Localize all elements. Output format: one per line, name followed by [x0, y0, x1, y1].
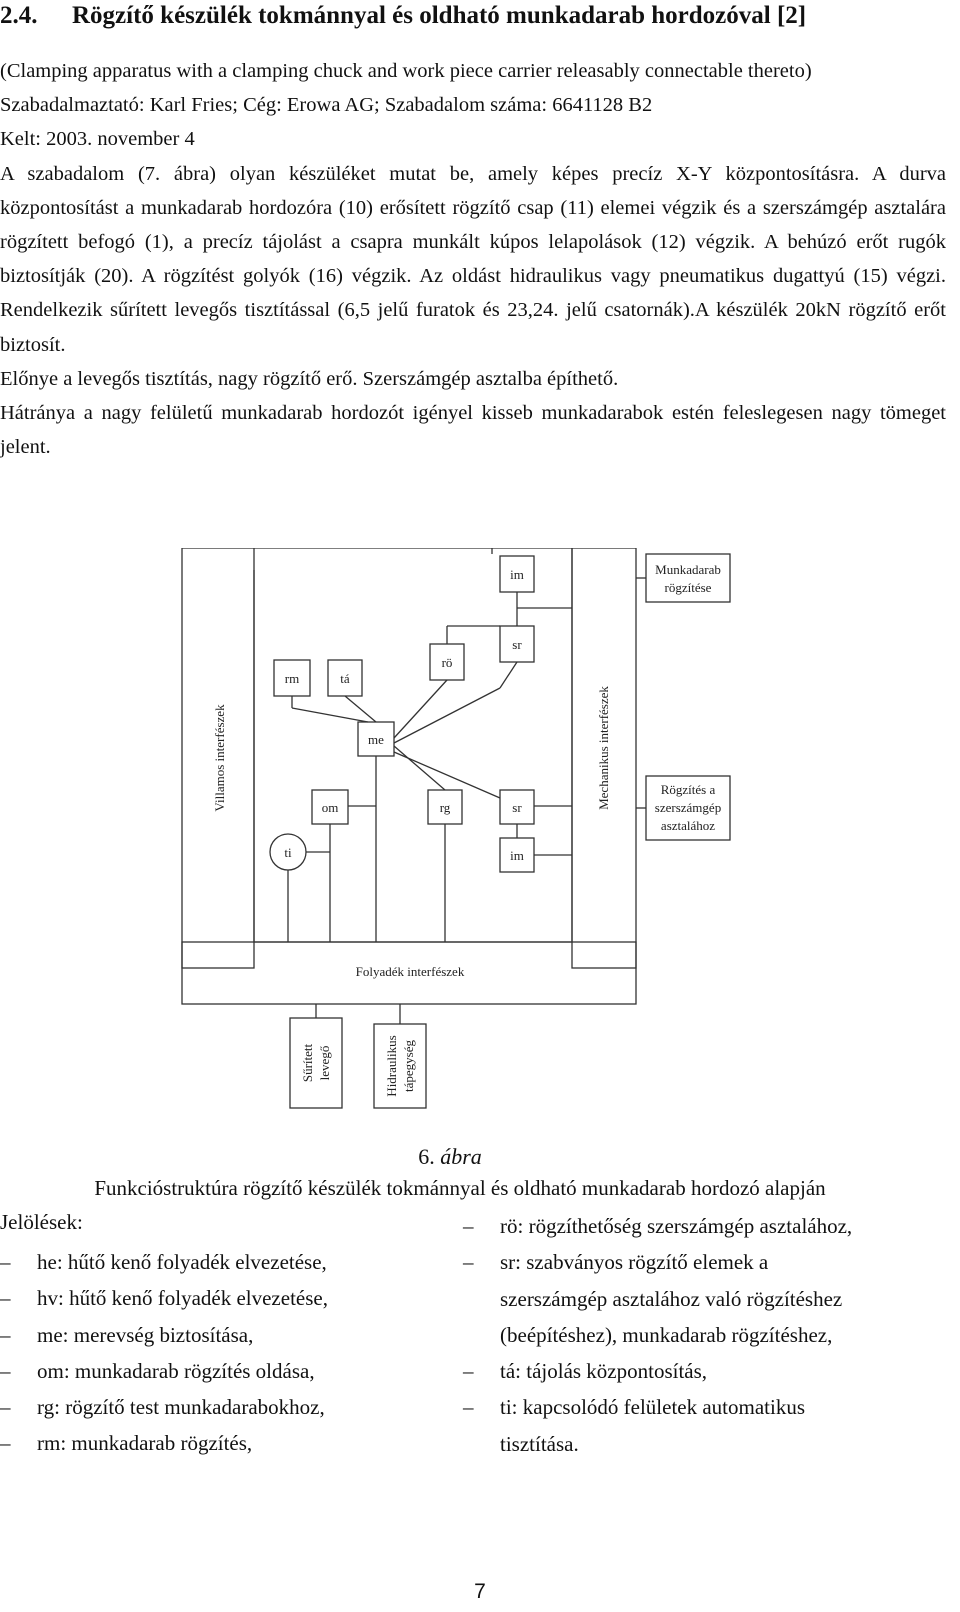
compressed-air-line2: levegő: [317, 1045, 332, 1081]
legend-dash: –: [0, 1250, 11, 1274]
node-sr-bottom-label: sr: [512, 800, 522, 815]
callout-workpiece-line1: Munkadarab: [655, 562, 721, 577]
hydraulic-line2: tápegység: [401, 1040, 416, 1092]
legend-item: – rm: munkadarab rögzítés,: [0, 1425, 440, 1461]
figure-caption: Funkcióstruktúra rögzítő készülék tokmánnyal és oldható munkadarab hordozó alapján: [94, 1176, 826, 1200]
section-heading: [0, 2, 950, 30]
node-rg-label: rg: [439, 800, 451, 815]
legend-item-text: (beépítéshez), munkadarab rögzítéshez,: [500, 1322, 833, 1347]
hydraulic-unit-box: [374, 1024, 426, 1108]
figure-number-value: 6.: [418, 1144, 435, 1169]
node-ti-label: ti: [284, 845, 292, 860]
node-im-top-label: im: [510, 567, 524, 582]
legend-item: [463, 1317, 943, 1353]
legend-dash: –: [0, 1322, 11, 1347]
legend-item-text: tá: tájolás központosítás,: [500, 1359, 708, 1384]
legend-dash: –: [463, 1250, 474, 1275]
legend-item: [463, 1281, 943, 1317]
legend-left-column: [0, 1244, 440, 1462]
legend-title: Jelölések:: [0, 1210, 83, 1234]
mechanical-interface-label: Mechanikus interfészek: [596, 686, 611, 810]
legend-item-text: rö: rögzíthetőség szerszámgép asztalához,: [500, 1214, 853, 1238]
legend-item: [463, 1389, 943, 1425]
callout-table-line2: szerszámgép: [654, 800, 722, 815]
legend-dash: –: [0, 1395, 11, 1420]
legend-dash: –: [463, 1214, 474, 1238]
english-title: (Clamping apparatus with a clamping chuck and work piece carrier releasably connectable thereto): [0, 60, 812, 82]
figure-number-word: ábra: [440, 1144, 482, 1169]
patent-holder: Szabadalmaztató: Karl Fries; Cég: Erowa AG; Szabadalom száma: 6641128 B2: [0, 94, 653, 117]
disadvantages: Hátránya a nagy felületű munkadarab hordozót igényel kisseb munkadarabok estén feleslegesen nagy tömeget jelent.: [0, 402, 946, 459]
legend-dash: –: [0, 1286, 11, 1311]
section-title: Rögzítő készülék tokmánnyal és oldható munkadarab hordozóval [2]: [72, 2, 807, 29]
page-number: 7: [474, 1580, 486, 1603]
legend-item-text: sr: szabványos rögzítő elemek a: [500, 1250, 769, 1275]
node-ta-label: tá: [340, 671, 350, 686]
legend-item: [463, 1353, 943, 1389]
callout-table-line1: Rögzítés a: [660, 782, 716, 797]
section-number: 2.4.: [0, 2, 38, 29]
fluid-interface-label: Folyadék interfészek: [355, 964, 465, 979]
legend-item: – me: merevség biztosítása,: [0, 1317, 440, 1353]
callout-table-line3: asztalához: [660, 818, 716, 833]
node-sr-top-label: sr: [512, 637, 522, 652]
legend-item: [463, 1208, 943, 1244]
legend-item-text: tisztítása.: [500, 1431, 579, 1456]
patent-date: Kelt: 2003. november 4: [0, 128, 195, 151]
figure-number: [0, 1144, 900, 1170]
advantages: Előnye a levegős tisztítás, nagy rögzítő erő. Szerszámgép asztalba építhető.: [0, 367, 619, 390]
legend-item: – om: munkadarab rögzítés oldása,: [0, 1353, 440, 1389]
node-ro-label: rö: [441, 655, 453, 670]
node-rm-label: rm: [284, 671, 300, 686]
legend-dash: –: [0, 1431, 11, 1456]
legend-item: – he: hűtő kenő folyadék elvezetése,: [0, 1244, 440, 1280]
legend-item-text: szerszámgép asztalához való rögzítéshez: [500, 1286, 843, 1311]
compressed-air-line1: Sűrített: [300, 1043, 315, 1083]
body-text: [0, 54, 946, 464]
legend-dash: –: [463, 1359, 474, 1384]
legend-dash: –: [463, 1395, 474, 1420]
node-om-label: om: [321, 800, 339, 815]
compressed-air-box: [290, 1018, 342, 1108]
legend-item: – rg: rögzítő test munkadarabokhoz,: [0, 1389, 440, 1425]
legend-dash: –: [0, 1358, 11, 1383]
legend-item: [463, 1426, 943, 1462]
electrical-interface-label: Villamos interfészek: [212, 704, 227, 812]
legend-right-column: [463, 1208, 943, 1462]
node-me-label: me: [368, 732, 384, 747]
legend-item-text: ti: kapcsolódó felületek automatikus: [500, 1395, 806, 1420]
patent-description: A szabadalom (7. ábra) olyan készüléket mutat be, amely képes precíz X-Y központosításra. A durva központosítást a munkadarab hordozóra (10) erősített rögzítő csap (11) elemei végzik és a szerszámgép asztalára rögzített befogó (1), a precíz tájolást a csapra munkált kúpos lelapolások (12) végzik. A behúzó erőt rugók biztosítják (20). A rögzítést golyók (16) végzik. Az oldást hidraulikus vagy pneumatikus dugattyú (15) végzi. Rendelkezik sűrített levegős tisztítással (6,5 jelű furatok és 23,24. jelű csatornák).A készülék 20kN rögzítő erőt biztosít.: [0, 162, 946, 356]
legend-item: – hv: hűtő kenő folyadék elvezetése,: [0, 1280, 440, 1316]
function-structure-diagram: [170, 548, 790, 1148]
hydraulic-line1: Hidraulikus: [384, 1035, 399, 1097]
callout-workpiece-line2: rögzítése: [664, 580, 712, 595]
node-im-bottom-label: im: [510, 848, 524, 863]
legend-item: [463, 1244, 943, 1280]
